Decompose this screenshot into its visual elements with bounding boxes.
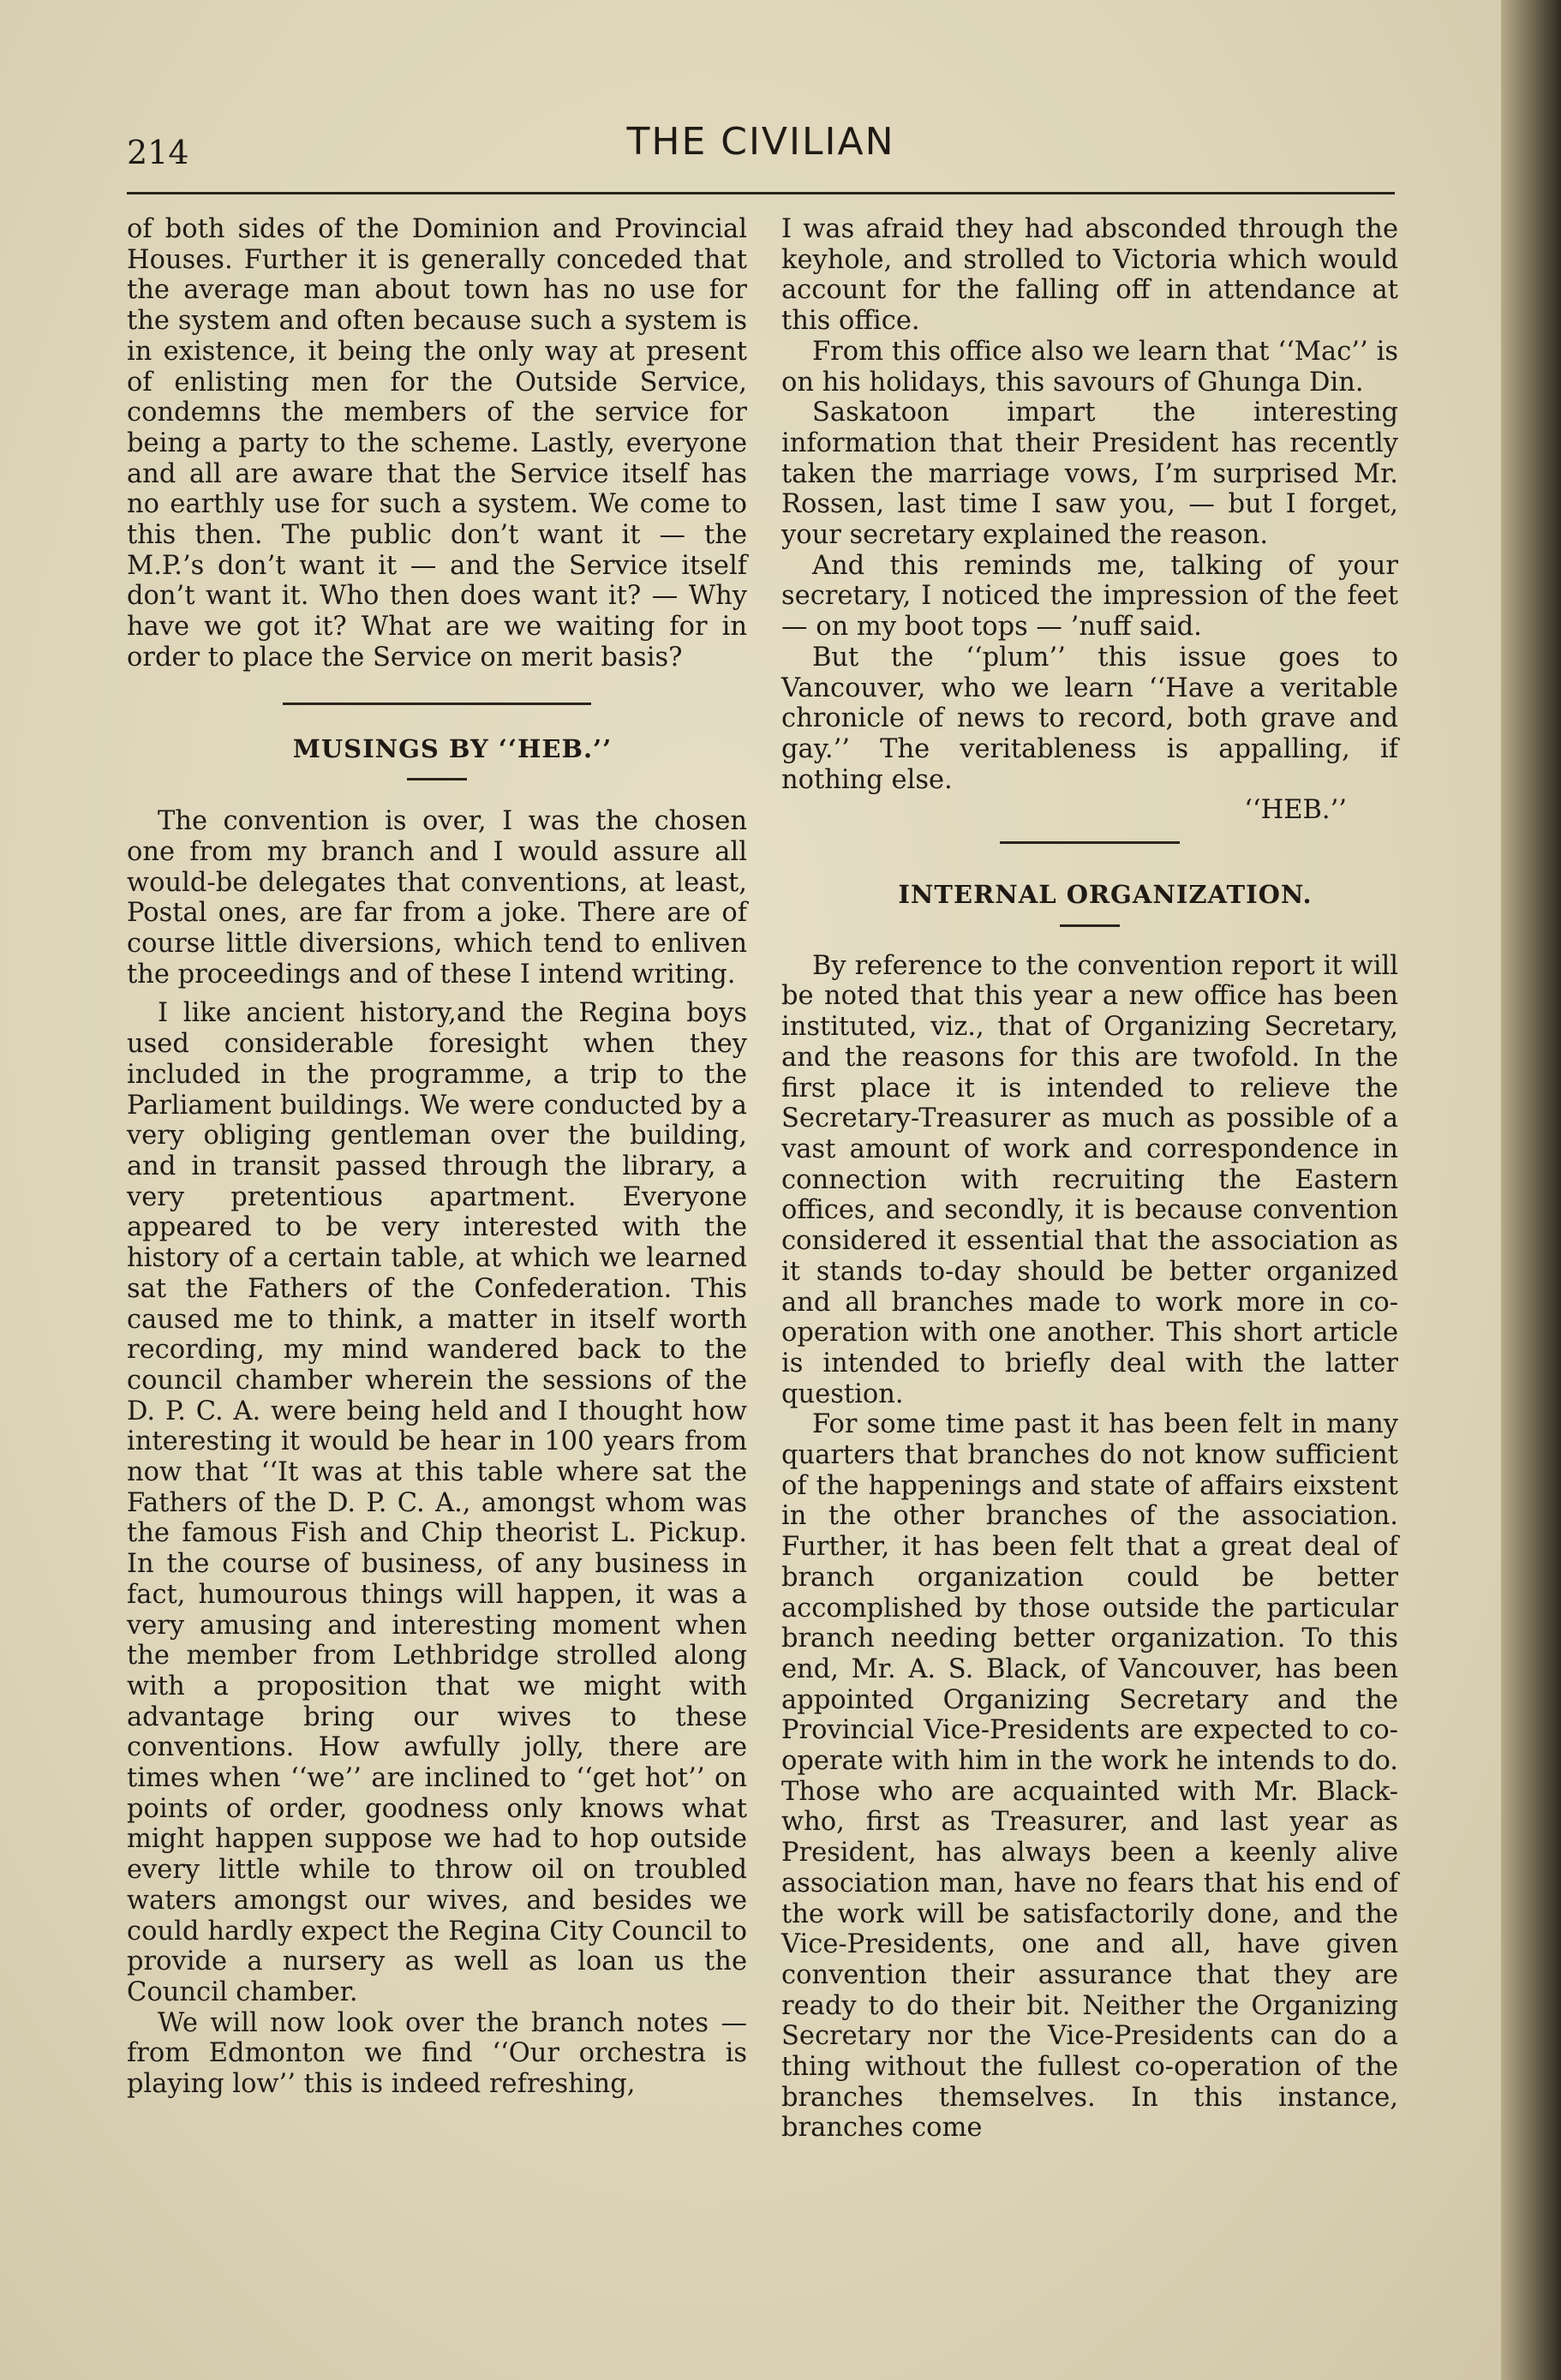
- article-continuation: of both sides of the Dominion and Provincial Houses. Further it is generally conceded that the average man about town has no use for the system and often because such a system is in existence, it being the only way at present of enlisting men for the Outside Service, condemns the members of the service for being a party to the scheme. Lastly, everyone and all are aware that the Service itself has no earthly use for such a system. We come to this then. The public don’t want it — the M.P.’s don’t want it — and the Service itself don’t want it. Who then does want it? — Why have we got it? What are we waiting for in order to place the Service on merit basis?: [127, 214, 747, 673]
- left-column: [127, 214, 747, 2100]
- section-divider: [1000, 841, 1180, 844]
- article-paragraph: By reference to the convention report it will be noted that this year a new office has been instituted, viz., that of Organizing Secretary, and the reasons for this are twofold. In the first place it is intended to relieve the Secretary-Treasurer as much as possible of a vast amount of work and correspondence in connection with recruiting the Eastern offices, and secondly, it is because convention considered it essential that the association as it stands to-day should be better organized and all branches made to work more in co-operation with one another. This short article is intended to briefly deal with the latter question.: [781, 950, 1398, 1409]
- article-paragraph: For some time past it has been felt in many quarters that branches do not know sufficient of the happenings and state of affairs eixstent in the other branches of the association. Further, it has been felt that a great deal of branch organization could be better accomplished by those outside the particular branch needing better organization. To this end, Mr. A. S. Black, of Vancouver, has been appointed Organizing Secretary and the Provincial Vice-Presidents are expected to co-operate with him in the work he intends to do. Those who are acquainted with Mr. Black- who, first as Treasurer, and last year as President, has always been a keenly alive association man, have no fears that his end of the work will be satisfactorily done, and the Vice-Presidents, one and all, have given convention their assurance that they are ready to do their bit. Neither the Organizing Secretary nor the Vice-Presidents can do a thing without the fullest co-operation of the branches themselves. In this instance, branches come: [781, 1409, 1398, 2144]
- journal-title: THE CIVILIAN: [626, 120, 895, 164]
- musings-paragraph: From this office also we learn that ‘‘Mac’’ is on his holidays, this savours of Ghunga Din.: [781, 336, 1398, 398]
- musings-paragraph: But the ‘‘plum’’ this issue goes to Vancouver, who we learn ‘‘Have a veritable chronicle of news to record, both grave and gay.’’ The veritableness is appalling, if nothing else.: [781, 642, 1398, 795]
- author-signature: ‘‘HEB.’’: [1244, 795, 1347, 826]
- section-divider: [283, 703, 591, 705]
- page-header: [127, 120, 1395, 180]
- header-rule: [127, 192, 1395, 194]
- musings-paragraph: Saskatoon impart the interesting information that their President has recently taken the marriage vows, I’m surprised Mr. Rossen, last time I saw you, — but I forget, your secretary explained the reason.: [781, 398, 1398, 551]
- musings-paragraph: I was afraid they had absconded through the keyhole, and strolled to Victoria which would account for the falling off in attendance at this office.: [781, 214, 1398, 337]
- musings-paragraph: And this reminds me, talking of your secretary, I noticed the impression of the feet — on my boot tops — ’nuff said.: [781, 550, 1398, 643]
- heading-underline: [407, 778, 467, 780]
- musings-paragraph: I like ancient history,and the Regina boys used considerable foresight when they included in the programme, a trip to the Parliament buildings. We were conducted by a very obliging gentleman over the building, and in transit passed through the library, a very pretentious apartment. Everyone appeared to be very interested with the history of a certain table, at which we learned sat the Fathers of the Confederation. This caused me to think, a matter in itself worth recording, my mind wandered back to the council chamber wherein the sessions of the D. P. C. A. were being held and I thought how interesting it would be hear in 100 years from now that ‘‘It was at this table where sat the Fathers of the D. P. C. A., amongst whom was the famous Fish and Chip theorist L. Pickup. In the course of business, of any business in fact, humourous things will happen, it was a very amusing and interesting moment when the member from Lethbridge strolled along with a proposition that we might with advantage bring our wives to these conventions. How awfully jolly, there are times when ‘‘we’’ are inclined to ‘‘get hot’’ on points of order, goodness only knows what might happen suppose we had to hop outside every little while to throw oil on troubled waters amongst our wives, and besides we could hardly expect the Regina City Council to provide a nursery as well as loan us the Council chamber.: [127, 998, 747, 2007]
- page-number: 214: [127, 134, 189, 171]
- right-column: [781, 214, 1398, 2144]
- internal-organization-heading: INTERNAL ORGANIZATION.: [898, 880, 1313, 910]
- musings-heading: MUSINGS BY ‘‘HEB.’’: [292, 733, 613, 763]
- musings-paragraph: The convention is over, I was the chosen one from my branch and I would assure all would-be delegates that conventions, at least, Postal ones, are far from a joke. There are of course little diversions, which tend to enliven the proceedings and of these I intend writing.: [127, 806, 747, 990]
- heading-underline: [1060, 924, 1120, 927]
- musings-paragraph: We will now look over the branch notes —from Edmonton we find ‘‘Our orchestra is playing low’’ this is indeed refreshing,: [127, 2007, 747, 2100]
- book-spine-shadow: [1501, 0, 1561, 2380]
